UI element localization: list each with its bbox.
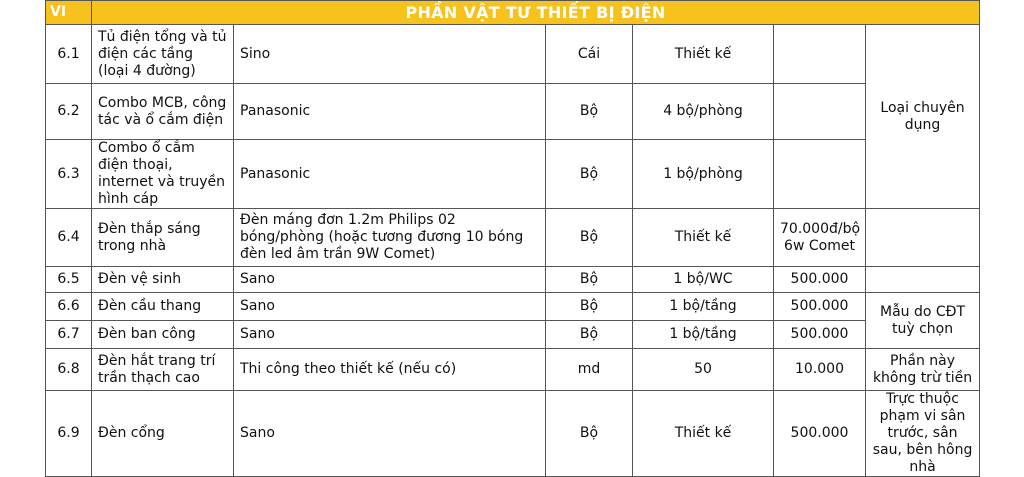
item-qty: Thiết kế: [633, 391, 774, 477]
item-brand: Sino: [234, 25, 546, 84]
item-price: 70.000đ/bộ 6w Comet: [774, 209, 866, 267]
note-scope: Trực thuộc phạm vi sân trước, sân sau, bên hông nhà: [866, 391, 980, 477]
row-number: 6.8: [46, 349, 92, 391]
item-unit: Bộ: [546, 209, 633, 267]
table-row: [46, 391, 980, 477]
item-name: Đèn cổng: [92, 391, 234, 477]
item-price: 500.000: [774, 293, 866, 321]
item-name: Đèn cầu thang: [92, 293, 234, 321]
item-qty: 1 bộ/tầng: [633, 321, 774, 349]
item-unit: Bộ: [546, 293, 633, 321]
item-brand: Đèn máng đơn 1.2m Philips 02 bóng/phòng (hoặc tương đương 10 bóng đèn led âm trần 9W Comet): [234, 209, 546, 267]
item-brand: Thi công theo thiết kế (nếu có): [234, 349, 546, 391]
table-row: [46, 140, 980, 209]
item-name: Combo ổ cắm điện thoại, internet và truyền hình cáp: [92, 140, 234, 209]
table-row: [46, 293, 980, 321]
row-number: 6.5: [46, 267, 92, 293]
item-qty: Thiết kế: [633, 209, 774, 267]
item-price: [774, 84, 866, 140]
table-row: [46, 267, 980, 293]
table-row: [46, 209, 980, 267]
note-owner-choice: Mẫu do CĐT tuỳ chọn: [866, 293, 980, 349]
table-row: [46, 84, 980, 140]
item-name: Đèn ban công: [92, 321, 234, 349]
materials-table-container: [45, 0, 979, 477]
row-number: 6.7: [46, 321, 92, 349]
item-qty: 1 bộ/WC: [633, 267, 774, 293]
item-name: Đèn vệ sinh: [92, 267, 234, 293]
section-number: VI: [46, 1, 92, 25]
item-name: Đèn thắp sáng trong nhà: [92, 209, 234, 267]
item-qty: 4 bộ/phòng: [633, 84, 774, 140]
item-brand: Panasonic: [234, 84, 546, 140]
row-number: 6.6: [46, 293, 92, 321]
row-number: 6.3: [46, 140, 92, 209]
note-empty: [866, 267, 980, 293]
item-price: 10.000: [774, 349, 866, 391]
item-unit: Bộ: [546, 84, 633, 140]
item-unit: Bộ: [546, 140, 633, 209]
item-unit: md: [546, 349, 633, 391]
table-row: [46, 25, 980, 84]
item-brand: Sano: [234, 293, 546, 321]
item-brand: Panasonic: [234, 140, 546, 209]
item-price: 500.000: [774, 321, 866, 349]
item-name: Tủ điện tổng và tủ điện các tầng (loại 4 đường): [92, 25, 234, 84]
row-number: 6.1: [46, 25, 92, 84]
item-name: Combo MCB, công tác và ổ cắm điện: [92, 84, 234, 140]
item-qty: 50: [633, 349, 774, 391]
section-title: PHẦN VẬT TƯ THIẾT BỊ ĐIỆN: [92, 1, 980, 25]
note-specialized: Loại chuyên dụng: [866, 25, 980, 209]
row-number: 6.9: [46, 391, 92, 477]
item-price: 500.000: [774, 267, 866, 293]
item-unit: Bộ: [546, 267, 633, 293]
item-price: 500.000: [774, 391, 866, 477]
item-unit: Cái: [546, 25, 633, 84]
item-brand: Sano: [234, 391, 546, 477]
item-qty: 1 bộ/tầng: [633, 293, 774, 321]
table-row: [46, 349, 980, 391]
item-name: Đèn hắt trang trí trần thạch cao: [92, 349, 234, 391]
item-price: [774, 140, 866, 209]
note-empty: [866, 209, 980, 267]
section-header-row: [46, 1, 980, 25]
item-unit: Bộ: [546, 391, 633, 477]
item-qty: Thiết kế: [633, 25, 774, 84]
item-qty: 1 bộ/phòng: [633, 140, 774, 209]
item-unit: Bộ: [546, 321, 633, 349]
materials-table: [45, 0, 980, 477]
item-price: [774, 25, 866, 84]
table-row: [46, 321, 980, 349]
row-number: 6.4: [46, 209, 92, 267]
note-no-deduction: Phần này không trừ tiền: [866, 349, 980, 391]
row-number: 6.2: [46, 84, 92, 140]
item-brand: Sano: [234, 267, 546, 293]
item-brand: Sano: [234, 321, 546, 349]
